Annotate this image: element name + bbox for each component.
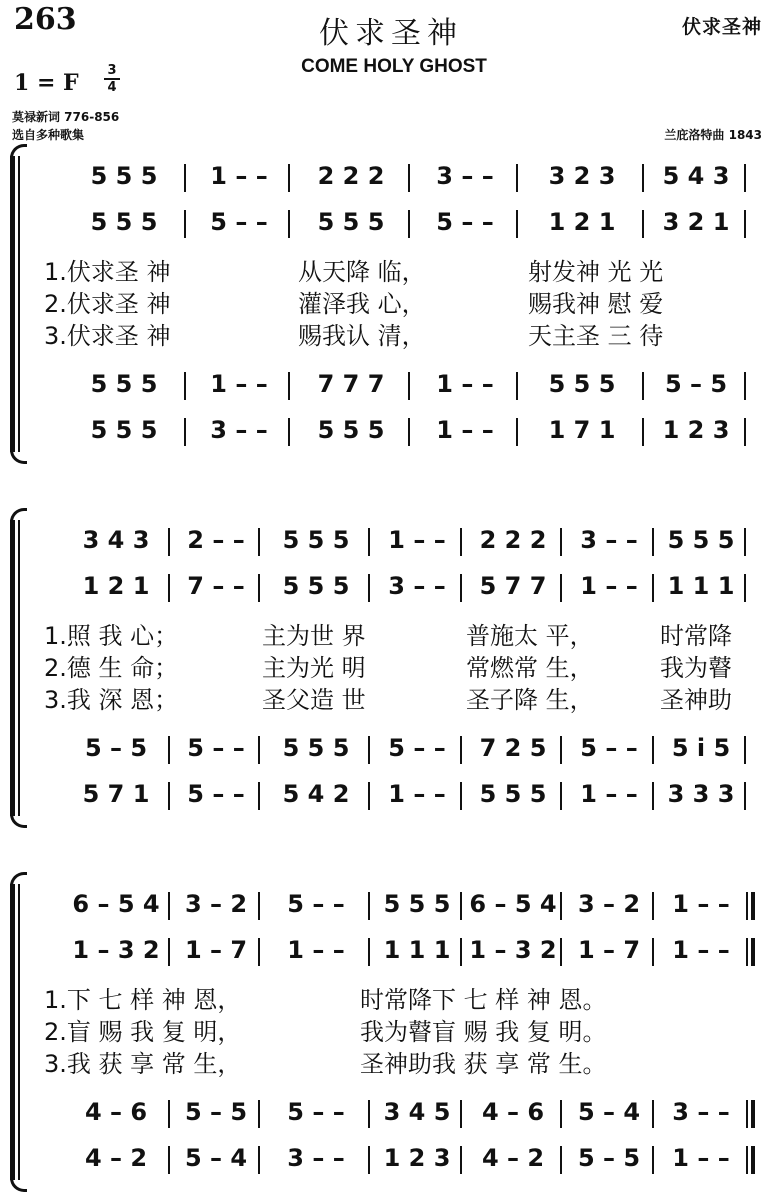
soprano-measure: 2 2 2 bbox=[479, 526, 547, 554]
soprano-measure: 5 5 5 bbox=[383, 890, 451, 918]
running-title: 伏求圣神 bbox=[681, 16, 762, 38]
hymn-title-chinese: 伏求圣神 bbox=[319, 16, 463, 51]
bass-line bbox=[0, 412, 782, 452]
barline bbox=[184, 164, 186, 192]
barline bbox=[258, 1146, 260, 1174]
alto-measure: 5 5 5 bbox=[282, 572, 350, 600]
barline bbox=[258, 736, 260, 764]
soprano-measure: 3 4 3 bbox=[82, 526, 150, 554]
lyric-verse-3 bbox=[0, 1042, 782, 1082]
barline bbox=[288, 372, 290, 400]
bass-measure: 1 – – bbox=[388, 780, 446, 808]
barline bbox=[744, 164, 746, 192]
barline bbox=[288, 164, 290, 192]
barline bbox=[258, 1100, 260, 1128]
alto-measure: 1 – – bbox=[580, 572, 638, 600]
tenor-measure: 5 – – bbox=[388, 734, 446, 762]
time-signature-top: 3 bbox=[107, 63, 117, 78]
barline bbox=[258, 574, 260, 602]
barline bbox=[408, 372, 410, 400]
lyric-segment: 圣神助我 获 享 常 生。 bbox=[360, 1050, 607, 1078]
barline bbox=[744, 372, 746, 400]
lyric-verse-3 bbox=[0, 314, 782, 354]
soprano-measure: 3 – – bbox=[580, 526, 638, 554]
alto-measure: 5 – – bbox=[210, 208, 268, 236]
lyric-segment: 主为世 界 bbox=[262, 622, 366, 650]
tenor-measure: 5 – 5 bbox=[184, 1098, 248, 1126]
barline bbox=[744, 418, 746, 446]
barline bbox=[368, 892, 370, 920]
bass-measure: 1 – – bbox=[580, 780, 638, 808]
bass-measure: 3 – – bbox=[287, 1144, 345, 1172]
key-signature: 1 = F bbox=[14, 70, 79, 96]
barline bbox=[744, 528, 746, 556]
barline bbox=[652, 892, 654, 920]
soprano-measure: 2 – – bbox=[187, 526, 245, 554]
barline bbox=[560, 1100, 562, 1128]
bass-measure: 1 2 3 bbox=[662, 416, 730, 444]
tenor-measure: 4 – 6 bbox=[481, 1098, 545, 1126]
barline bbox=[168, 892, 170, 920]
barline bbox=[184, 210, 186, 238]
lyric-segment: 3.我 获 享 常 生， bbox=[44, 1050, 242, 1078]
lyric-verse-3 bbox=[0, 678, 782, 718]
alto-measure: 1 – 7 bbox=[184, 936, 248, 964]
barline bbox=[560, 1146, 562, 1174]
bass-measure: 1 – – bbox=[672, 1144, 730, 1172]
barline bbox=[168, 1146, 170, 1174]
lyric-segment: 3.我 深 恩； bbox=[44, 686, 179, 714]
soprano-measure: 1 – – bbox=[672, 890, 730, 918]
barline bbox=[368, 1146, 370, 1174]
soprano-measure: 3 – – bbox=[436, 162, 494, 190]
alto-measure: 5 – – bbox=[436, 208, 494, 236]
barline bbox=[184, 418, 186, 446]
barline bbox=[258, 892, 260, 920]
lyric-segment: 普施太 平， bbox=[466, 622, 594, 650]
barline bbox=[408, 164, 410, 192]
tenor-measure: 5 – – bbox=[287, 1098, 345, 1126]
barline bbox=[460, 736, 462, 764]
alto-measure: 3 2 1 bbox=[662, 208, 730, 236]
barline bbox=[744, 782, 746, 810]
soprano-measure: 2 2 2 bbox=[317, 162, 385, 190]
lyric-segment: 主为光 明 bbox=[262, 654, 366, 682]
soprano-measure: 3 2 3 bbox=[548, 162, 616, 190]
barline bbox=[642, 372, 644, 400]
lyric-segment: 天主圣 三 待 bbox=[528, 322, 664, 350]
barline bbox=[516, 164, 518, 192]
source-credit: 选自多种歌集 bbox=[12, 128, 85, 142]
tenor-line bbox=[0, 730, 782, 770]
bass-measure: 5 – 4 bbox=[184, 1144, 248, 1172]
barline bbox=[368, 782, 370, 810]
barline bbox=[408, 418, 410, 446]
final-barline bbox=[746, 1146, 755, 1174]
tenor-measure: 4 – 6 bbox=[84, 1098, 148, 1126]
barline bbox=[460, 938, 462, 966]
lyric-segment: 从天降 临， bbox=[298, 258, 426, 286]
barline bbox=[652, 782, 654, 810]
score-system-3 bbox=[0, 870, 782, 1180]
bass-measure: 1 7 1 bbox=[548, 416, 616, 444]
bass-measure: 5 4 2 bbox=[282, 780, 350, 808]
tenor-measure: 1 – – bbox=[210, 370, 268, 398]
lyric-segment: 圣父造 世 bbox=[262, 686, 366, 714]
alto-measure: 3 – – bbox=[388, 572, 446, 600]
barline bbox=[642, 418, 644, 446]
lyric-segment: 2.伏求圣 神 bbox=[44, 290, 171, 318]
barline bbox=[560, 938, 562, 966]
tenor-measure: 5 i 5 bbox=[671, 734, 731, 762]
lyric-segment: 1.伏求圣 神 bbox=[44, 258, 171, 286]
lyric-segment: 圣子降 生， bbox=[466, 686, 594, 714]
bass-measure: 5 5 5 bbox=[479, 780, 547, 808]
barline bbox=[408, 210, 410, 238]
bass-measure: 5 5 5 bbox=[317, 416, 385, 444]
soprano-measure: 5 – – bbox=[287, 890, 345, 918]
barline bbox=[368, 528, 370, 556]
tenor-measure: 5 5 5 bbox=[548, 370, 616, 398]
bass-measure: 5 – – bbox=[187, 780, 245, 808]
tenor-measure: 5 – – bbox=[187, 734, 245, 762]
lyric-segment: 常燃常 生， bbox=[466, 654, 594, 682]
tenor-measure: 5 – 5 bbox=[664, 370, 728, 398]
alto-measure: 1 – – bbox=[287, 936, 345, 964]
hymn-title-english: COME HOLY GHOST bbox=[301, 56, 487, 77]
barline bbox=[516, 210, 518, 238]
alto-measure: 1 – 7 bbox=[577, 936, 641, 964]
score-system-1 bbox=[0, 142, 782, 452]
soprano-line bbox=[0, 522, 782, 562]
barline bbox=[652, 1100, 654, 1128]
bass-measure: 4 – 2 bbox=[481, 1144, 545, 1172]
barline bbox=[652, 528, 654, 556]
barline bbox=[744, 736, 746, 764]
tenor-measure: 5 – 5 bbox=[84, 734, 148, 762]
soprano-measure: 3 – 2 bbox=[184, 890, 248, 918]
soprano-measure: 5 5 5 bbox=[667, 526, 735, 554]
alto-measure: 1 – 3 2 bbox=[72, 936, 160, 964]
soprano-measure: 6 – 5 4 bbox=[72, 890, 160, 918]
barline bbox=[368, 938, 370, 966]
soprano-line bbox=[0, 886, 782, 926]
alto-line bbox=[0, 204, 782, 244]
tenor-line bbox=[0, 1094, 782, 1134]
lyric-segment: 赐我神 慰 爱 bbox=[528, 290, 664, 318]
bass-measure: 3 3 3 bbox=[667, 780, 735, 808]
barline bbox=[168, 938, 170, 966]
lyric-segment: 2.德 生 命； bbox=[44, 654, 179, 682]
barline bbox=[744, 574, 746, 602]
barline bbox=[168, 782, 170, 810]
barline bbox=[560, 574, 562, 602]
tenor-line bbox=[0, 366, 782, 406]
tenor-measure: 5 – 4 bbox=[577, 1098, 641, 1126]
barline bbox=[368, 574, 370, 602]
barline bbox=[460, 892, 462, 920]
barline bbox=[460, 1146, 462, 1174]
lyric-segment: 3.伏求圣 神 bbox=[44, 322, 171, 350]
tenor-measure: 5 – – bbox=[580, 734, 638, 762]
soprano-measure: 1 – – bbox=[388, 526, 446, 554]
time-signature-bottom: 4 bbox=[107, 80, 117, 95]
lyric-segment: 赐我认 清， bbox=[298, 322, 426, 350]
composer-credit: 兰庇洛特曲 1843 bbox=[664, 128, 762, 142]
alto-measure: 7 – – bbox=[187, 572, 245, 600]
tenor-measure: 5 5 5 bbox=[282, 734, 350, 762]
barline bbox=[258, 938, 260, 966]
soprano-line bbox=[0, 158, 782, 198]
tenor-measure: 3 4 5 bbox=[383, 1098, 451, 1126]
barline bbox=[516, 418, 518, 446]
soprano-measure: 5 5 5 bbox=[282, 526, 350, 554]
soprano-measure: 5 4 3 bbox=[662, 162, 730, 190]
soprano-measure: 1 – – bbox=[210, 162, 268, 190]
lyricist-credit: 莫禄新词 776-856 bbox=[12, 110, 120, 124]
barline bbox=[288, 210, 290, 238]
bass-measure: 4 – 2 bbox=[84, 1144, 148, 1172]
barline bbox=[652, 938, 654, 966]
score-system-2 bbox=[0, 506, 782, 816]
tenor-measure: 7 7 7 bbox=[317, 370, 385, 398]
bass-measure: 1 – – bbox=[436, 416, 494, 444]
barline bbox=[460, 528, 462, 556]
barline bbox=[652, 1146, 654, 1174]
barline bbox=[258, 782, 260, 810]
soprano-measure: 5 5 5 bbox=[90, 162, 158, 190]
bass-measure: 5 7 1 bbox=[82, 780, 150, 808]
lyric-segment: 时常降下 七 样 神 恩。 bbox=[360, 986, 607, 1014]
barline bbox=[560, 528, 562, 556]
lyric-segment: 2.盲 赐 我 复 明， bbox=[44, 1018, 242, 1046]
barline bbox=[642, 164, 644, 192]
bass-measure: 5 – 5 bbox=[577, 1144, 641, 1172]
bass-line bbox=[0, 776, 782, 816]
barline bbox=[184, 372, 186, 400]
barline bbox=[560, 892, 562, 920]
soprano-measure: 6 – 5 4 bbox=[469, 890, 557, 918]
barline bbox=[652, 574, 654, 602]
lyric-segment: 1.照 我 心； bbox=[44, 622, 179, 650]
final-barline bbox=[746, 938, 755, 966]
hymn-number: 263 bbox=[14, 2, 77, 37]
alto-measure: 1 – 3 2 bbox=[469, 936, 557, 964]
final-barline bbox=[746, 1100, 755, 1128]
barline bbox=[368, 736, 370, 764]
barline bbox=[288, 418, 290, 446]
alto-measure: 5 5 5 bbox=[317, 208, 385, 236]
barline bbox=[460, 1100, 462, 1128]
lyric-segment: 圣神助 bbox=[660, 686, 732, 714]
barline bbox=[168, 1100, 170, 1128]
lyric-segment: 射发神 光 光 bbox=[528, 258, 664, 286]
barline bbox=[258, 528, 260, 556]
soprano-measure: 3 – 2 bbox=[577, 890, 641, 918]
barline bbox=[460, 574, 462, 602]
lyric-segment: 灌泽我 心， bbox=[298, 290, 426, 318]
alto-measure: 5 5 5 bbox=[90, 208, 158, 236]
tenor-measure: 5 5 5 bbox=[90, 370, 158, 398]
alto-measure: 5 7 7 bbox=[479, 572, 547, 600]
bass-measure: 3 – – bbox=[210, 416, 268, 444]
barline bbox=[168, 528, 170, 556]
barline bbox=[168, 574, 170, 602]
bass-measure: 5 5 5 bbox=[90, 416, 158, 444]
time-signature bbox=[104, 64, 120, 94]
alto-measure: 1 2 1 bbox=[82, 572, 150, 600]
barline bbox=[652, 736, 654, 764]
lyric-segment: 时常降 bbox=[660, 622, 732, 650]
barline bbox=[168, 736, 170, 764]
alto-line bbox=[0, 932, 782, 972]
lyric-segment: 我为瞽 bbox=[660, 654, 732, 682]
alto-measure: 1 1 1 bbox=[383, 936, 451, 964]
barline bbox=[642, 210, 644, 238]
alto-measure: 1 2 1 bbox=[548, 208, 616, 236]
barline bbox=[368, 1100, 370, 1128]
lyric-segment: 我为瞽盲 赐 我 复 明。 bbox=[360, 1018, 607, 1046]
bass-line bbox=[0, 1140, 782, 1180]
tenor-measure: 7 2 5 bbox=[479, 734, 547, 762]
alto-measure: 1 1 1 bbox=[667, 572, 735, 600]
barline bbox=[516, 372, 518, 400]
lyric-segment: 1.下 七 样 神 恩， bbox=[44, 986, 242, 1014]
alto-line bbox=[0, 568, 782, 608]
barline bbox=[744, 210, 746, 238]
barline bbox=[560, 782, 562, 810]
tenor-measure: 3 – – bbox=[672, 1098, 730, 1126]
tenor-measure: 1 – – bbox=[436, 370, 494, 398]
barline bbox=[460, 782, 462, 810]
bass-measure: 1 2 3 bbox=[383, 1144, 451, 1172]
final-barline bbox=[746, 892, 755, 920]
alto-measure: 1 – – bbox=[672, 936, 730, 964]
barline bbox=[560, 736, 562, 764]
